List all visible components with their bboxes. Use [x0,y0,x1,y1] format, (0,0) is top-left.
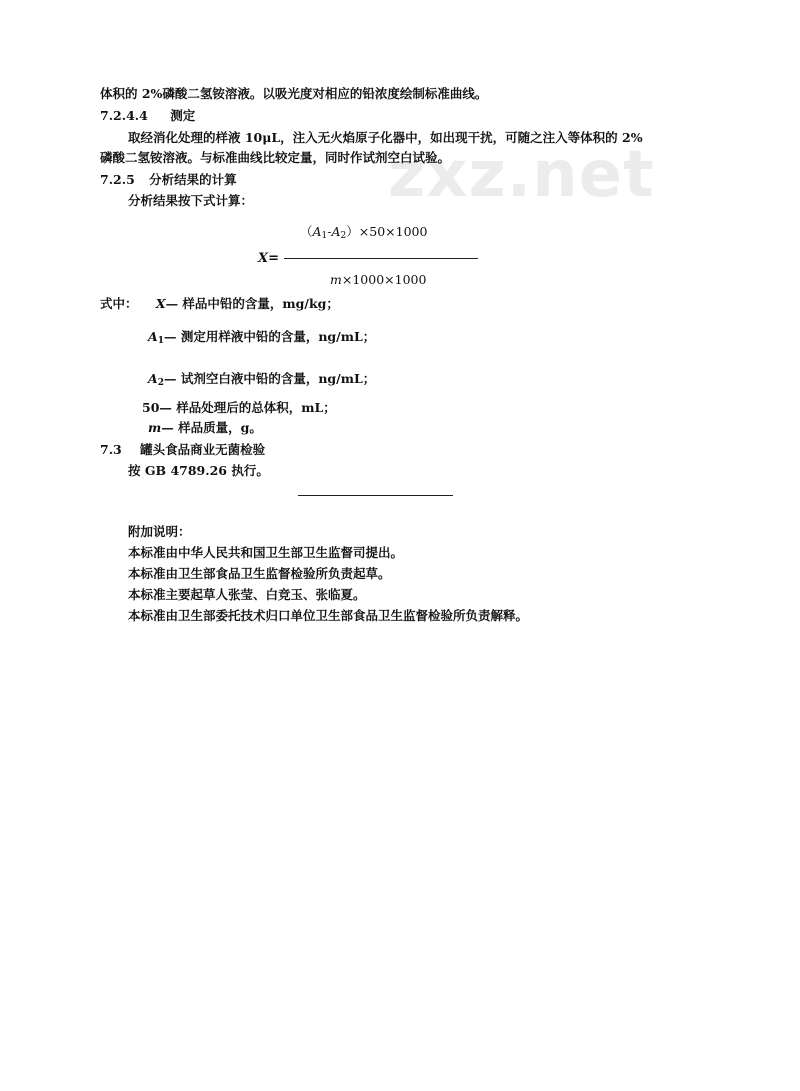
section-title: 测定 [170,108,196,123]
definition-text: — 样品处理后的总体积，mL； [159,400,336,415]
appendix-item: 本标准由中华人民共和国卫生部卫生监督司提出。 [128,545,404,560]
appendix-item: 本标准由卫生部食品卫生监督检验所负责起草。 [128,566,391,581]
definition-a2 [148,371,375,387]
section-number: 7.2.4.4 [100,108,148,123]
definition-m [148,420,262,436]
paragraph-line: 体积的 2%磷酸二氢铵溶液。以吸光度对相应的铅浓度绘制标准曲线。 [100,86,488,101]
definition-text: — 测定用样液中铅的含量，ng/mL； [163,329,376,344]
appendix-item: 本标准由卫生部委托技术归口单位卫生部食品卫生监督检验所负责解释。 [128,608,529,623]
definition-a1 [148,329,375,345]
paragraph-line: 取经消化处理的样液 10μL，注入无火焰原子化器中，如出现干扰，可随之注入等体积的 2% [128,130,643,145]
var-a: -A [327,224,341,239]
formula-lhs: X= [258,251,279,266]
appendix-item: 本标准主要起草人张莹、白竞玉、张临夏。 [128,587,366,602]
subscript: 2 [340,231,347,241]
section-heading-7-2-5 [100,172,237,188]
symbol: A [148,329,158,344]
symbol: X [155,296,166,311]
definition-intro: 式中： [100,296,138,311]
section-title: 分析结果的计算 [149,172,237,187]
var-a: A [312,224,322,239]
subscript: 2 [157,378,164,388]
var-m: m [330,272,342,287]
paragraph-line: 磷酸二氢铵溶液。与标准曲线比较定量，同时作试剂空白试验。 [100,150,451,165]
symbol: m [148,420,162,435]
symbol: A [148,371,158,386]
fraction-bar [284,258,478,259]
paragraph-line: 分析结果按下式计算： [128,193,254,208]
subscript: 1 [321,231,328,241]
section-number: 7.3 [100,442,122,457]
denominator-rest: ×1000×1000 [341,272,427,287]
definition-text: — 试剂空白液中铅的含量，ng/mL； [163,371,376,386]
section-title: 罐头食品商业无菌检验 [140,442,266,457]
formula-denominator [330,272,426,288]
definition-x [100,296,339,312]
section-heading-7-2-4-4 [100,108,195,124]
symbol: 50 [142,400,160,415]
end-rule [298,495,453,496]
paragraph-line: 按 GB 4789.26 执行。 [128,463,269,478]
paren-open: （ [300,224,313,239]
section-heading-7-3 [100,442,265,458]
numerator-rest: ）×50×1000 [346,224,428,239]
definition-50 [142,400,336,416]
formula-numerator [300,224,427,240]
watermark: zxz.net [388,138,655,212]
appendix-heading: 附加说明： [128,524,191,539]
section-number: 7.2.5 [100,172,135,187]
subscript: 1 [157,336,164,346]
definition-text: — 样品质量，g。 [161,420,262,435]
definition-text: — 样品中铅的含量，mg/kg； [165,296,339,311]
